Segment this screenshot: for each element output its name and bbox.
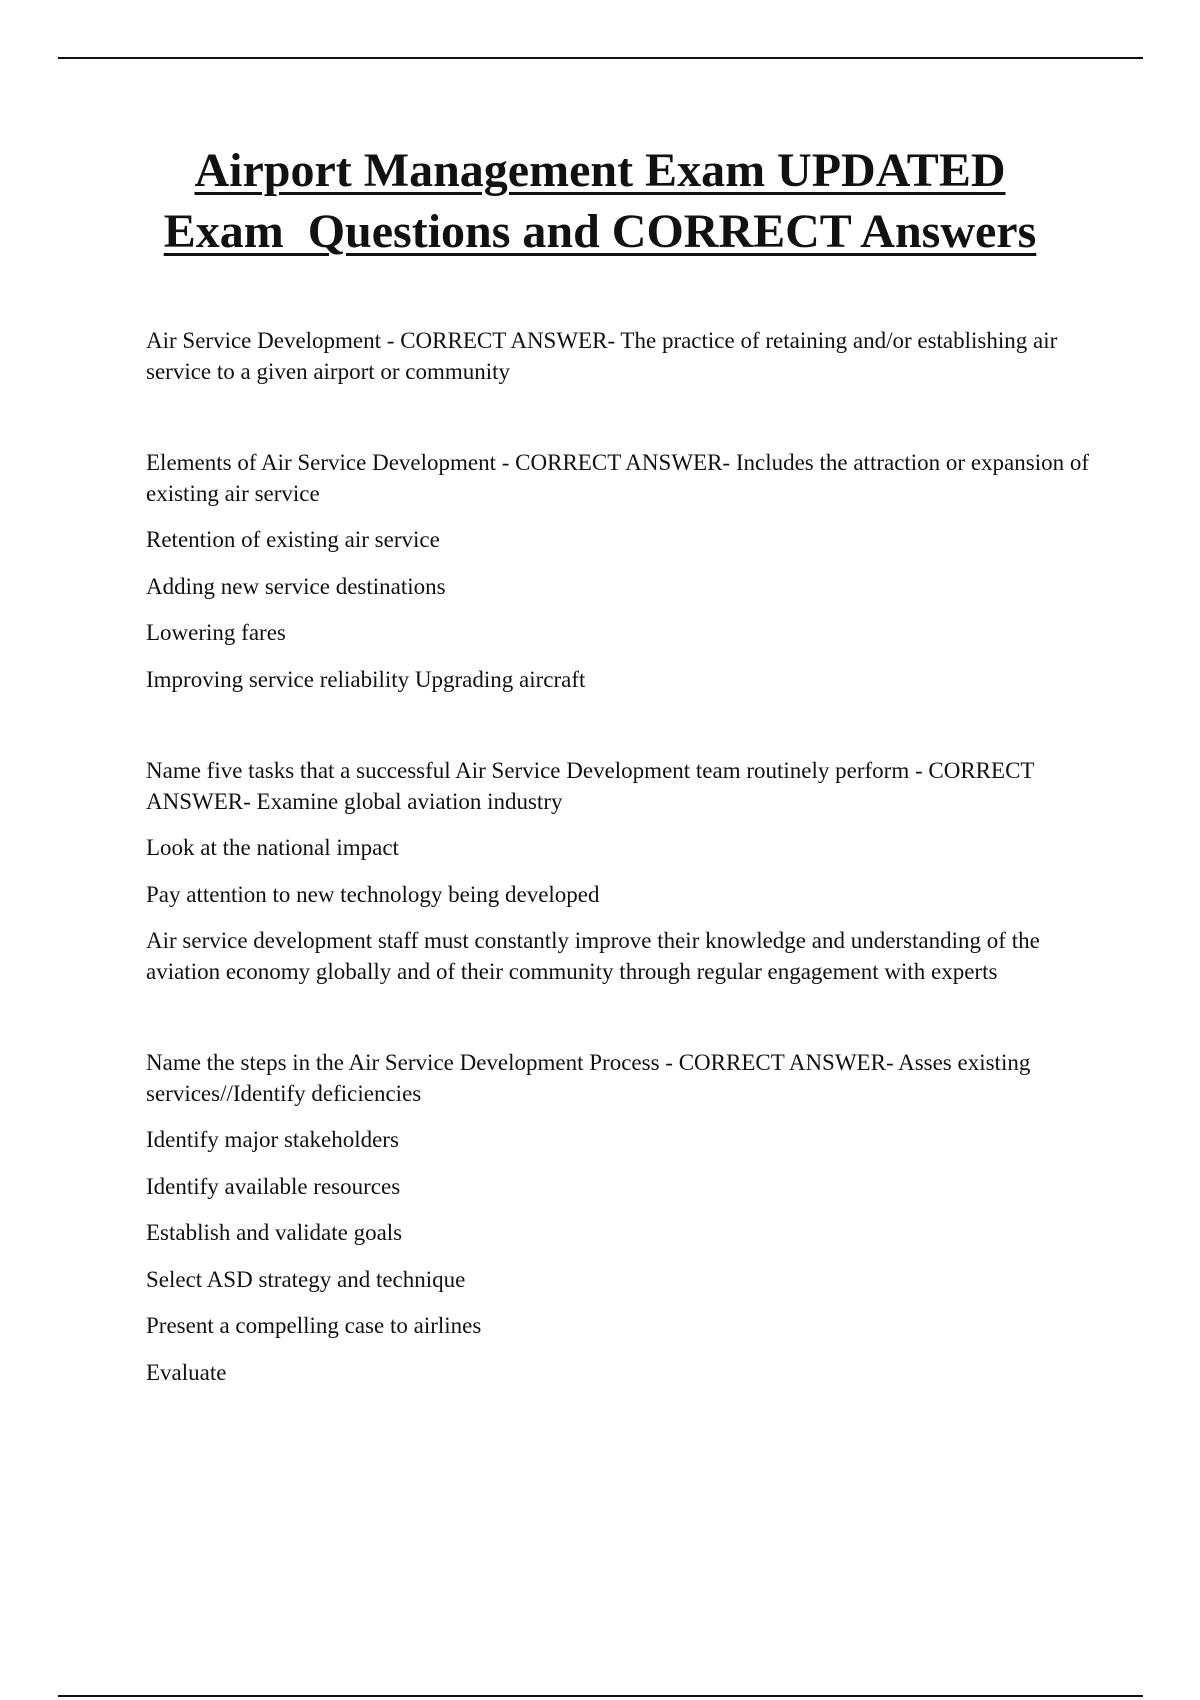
answer-paragraph: Present a compelling case to airlines [146,1313,482,1338]
top-divider [58,57,1143,59]
answer-paragraph: Name the steps in the Air Service Development Process - CORRECT ANSWER- Asses existing services//Identify deficiencies [146,1050,1031,1106]
answer-paragraph: Name five tasks that a successful Air Service Development team routinely perform - CORRECT ANSWER- Examine global aviation industry [146,758,1035,814]
answer-paragraph: Identify major stakeholders [146,1127,399,1152]
answer-paragraph: Pay attention to new technology being developed [146,881,600,907]
answer-paragraph: Elements of Air Service Development - CORRECT ANSWER- Includes the attraction or expansion of existing air service [146,450,1090,506]
page-title [0,140,1200,262]
answer-paragraph: Evaluate [146,1359,227,1385]
answer-paragraph: Look at the national impact [146,835,399,860]
title-line-1: Airport Management Exam UPDATED [194,144,1006,197]
qa-entry-2 [146,448,1096,695]
title-line-2: Exam Questions and CORRECT Answers [163,205,1037,258]
answer-paragraph: Select ASD strategy and technique [146,1266,466,1292]
answer-paragraph: Air service development staff must constantly improve their knowledge and understanding of the aviation economy globally and of their community through regular engagement with experts [146,928,1040,984]
answer-paragraph: Air Service Development - CORRECT ANSWER- The practice of retaining and/or establishing air service to a given airport or community [146,328,1058,384]
answer-paragraph: Retention of existing air service [146,527,440,552]
qa-entry-3 [146,756,1096,987]
qa-content [146,326,1096,1388]
answer-paragraph: Establish and validate goals [146,1220,403,1245]
answer-paragraph: Lowering fares [146,620,286,645]
answer-paragraph: Adding new service destinations [146,573,446,599]
answer-paragraph: Improving service reliability Upgrading aircraft [146,666,586,692]
answer-paragraph: Identify available resources [146,1173,401,1199]
bottom-divider [58,1695,1143,1697]
qa-entry-1 [146,326,1096,387]
qa-entry-4 [146,1048,1096,1388]
